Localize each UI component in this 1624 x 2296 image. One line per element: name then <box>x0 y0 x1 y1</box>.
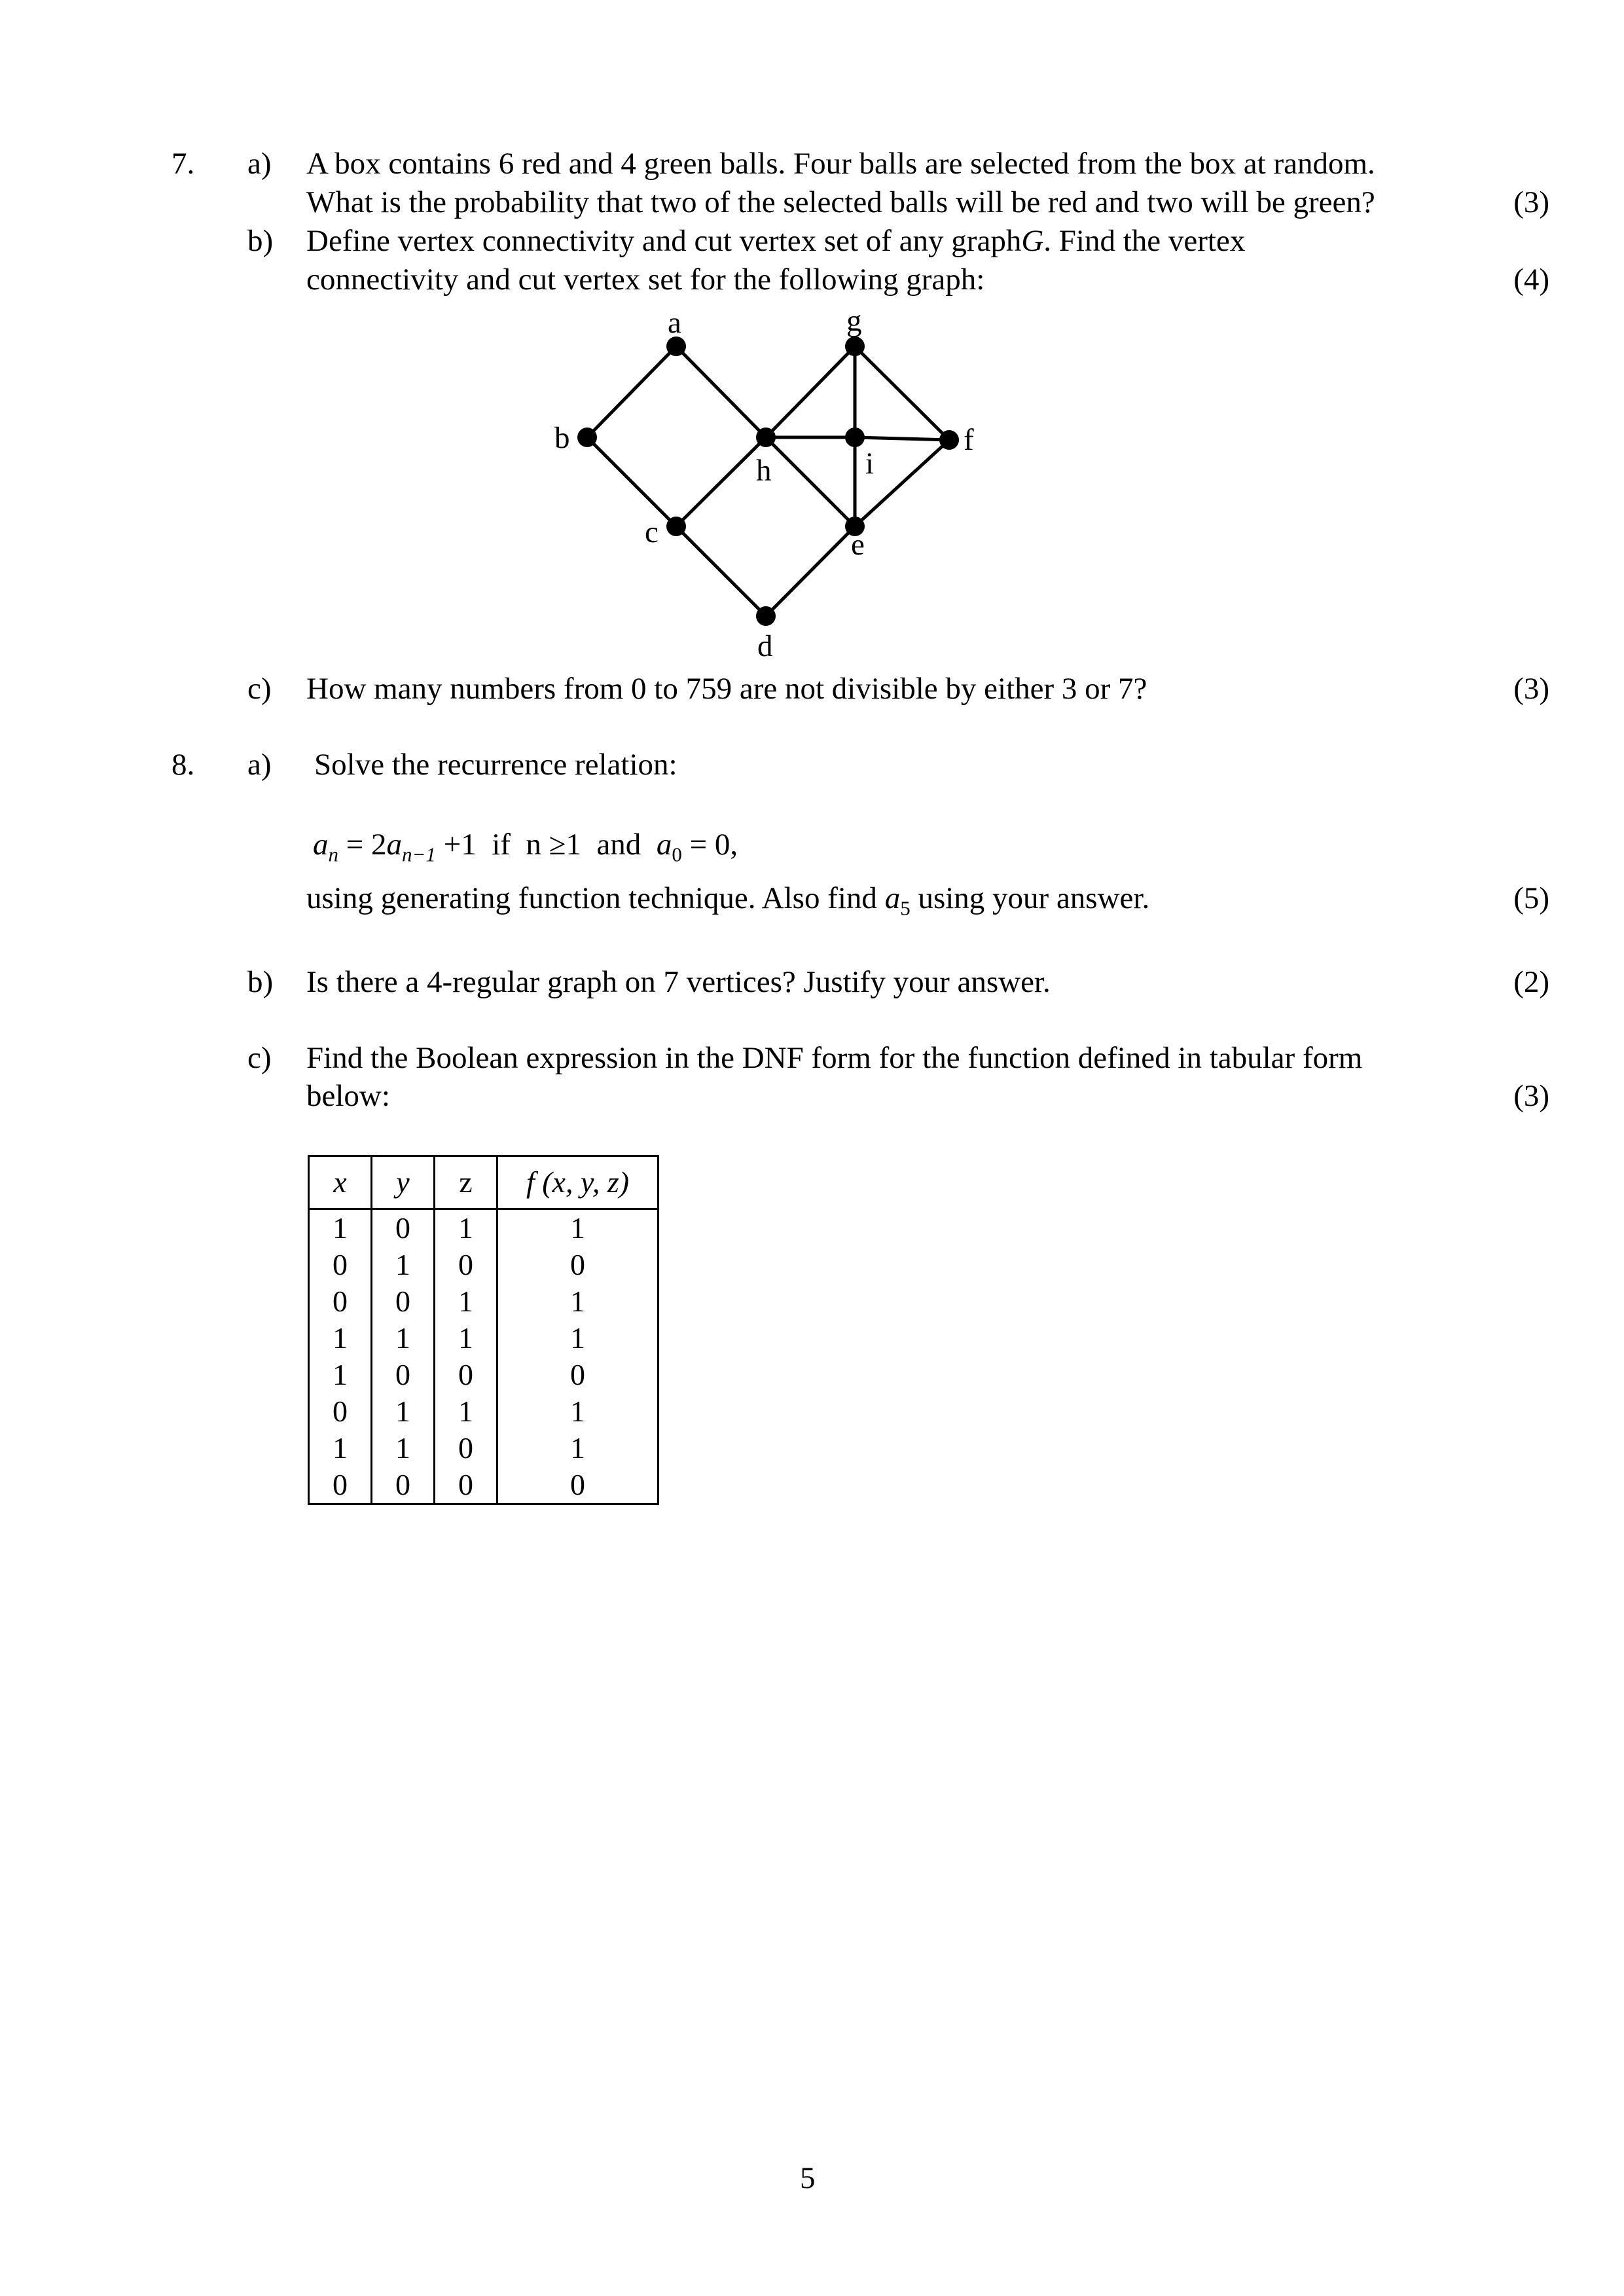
eq-tail: = 0, <box>681 828 738 862</box>
cell: 0 <box>435 1430 497 1467</box>
q7c-text: How many numbers from 0 to 759 are not divisible by either 3 or 7? <box>306 672 1147 706</box>
q8c-line2: below: <box>306 1079 390 1113</box>
edge-h-g <box>766 346 855 437</box>
cell: 1 <box>309 1320 372 1357</box>
q7b-marks: (4) <box>1513 263 1549 297</box>
vertex-label-e: e <box>851 528 865 562</box>
vertex-label-f: f <box>964 423 974 457</box>
vertex-b <box>577 428 597 447</box>
cell: 0 <box>497 1247 659 1283</box>
cell: 0 <box>372 1357 435 1393</box>
recurrence-equation <box>313 826 738 873</box>
q7-number: 7. <box>171 147 195 181</box>
eq-sub-zero: 0 <box>672 843 682 866</box>
eq-a-zero: a <box>656 828 672 862</box>
table-row <box>309 1283 659 1320</box>
cell: 1 <box>372 1393 435 1430</box>
table-row <box>309 1467 659 1504</box>
page-number: 5 <box>800 2161 816 2195</box>
cell: 1 <box>497 1283 659 1320</box>
q8a-label: a) <box>247 748 272 782</box>
header-z: z <box>435 1156 497 1209</box>
cell: 0 <box>435 1467 497 1504</box>
q7b-text-post: . Find the vertex <box>1043 224 1246 258</box>
vertex-f <box>939 430 959 450</box>
cell: 1 <box>372 1320 435 1357</box>
edge-b-c <box>587 437 676 526</box>
edge-d-e <box>766 526 855 616</box>
table-row <box>309 1247 659 1283</box>
vertex-c <box>666 517 686 536</box>
table-row <box>309 1430 659 1467</box>
eq-sub-prev: n−1 <box>402 843 436 866</box>
cell: 1 <box>309 1430 372 1467</box>
table-row <box>309 1357 659 1393</box>
header-x: x <box>309 1156 372 1209</box>
vertex-graph <box>524 301 1047 674</box>
cell: 0 <box>309 1467 372 1504</box>
q8a-line2 <box>306 880 1149 926</box>
cell: 0 <box>372 1283 435 1320</box>
edge-c-h <box>676 437 766 526</box>
table-row <box>309 1320 659 1357</box>
edge-i-f <box>855 437 949 440</box>
cell: 1 <box>309 1209 372 1247</box>
q7a-label: a) <box>247 147 272 181</box>
q8a-a5: a <box>884 881 901 915</box>
cell: 0 <box>435 1357 497 1393</box>
eq-sub-n: n <box>328 843 338 866</box>
q8-number: 8. <box>171 748 195 782</box>
truth-table-header <box>309 1156 659 1209</box>
vertex-d <box>756 606 776 626</box>
vertex-label-i: i <box>865 446 875 481</box>
vertex-i <box>845 428 865 447</box>
q8b-label: b) <box>247 965 274 999</box>
vertex-g <box>845 337 865 356</box>
header-y: y <box>372 1156 435 1209</box>
vertex-label-h: h <box>756 454 772 488</box>
q8a-line2-post: using your answer. <box>910 881 1150 915</box>
cell: 1 <box>435 1393 497 1430</box>
cell: 0 <box>309 1283 372 1320</box>
table-row <box>309 1209 659 1247</box>
edge-a-h <box>676 346 766 437</box>
cell: 1 <box>497 1209 659 1247</box>
q7b-text-line2: connectivity and cut vertex set for the following graph: <box>306 263 985 297</box>
cell: 1 <box>435 1283 497 1320</box>
cell: 1 <box>435 1209 497 1247</box>
q7a-text-line1: A box contains 6 red and 4 green balls. Four balls are selected from the box at random. <box>306 147 1375 181</box>
q7c-marks: (3) <box>1513 672 1549 706</box>
q7b-text-pre: Define vertex connectivity and cut vertex set of any graph <box>306 224 1022 258</box>
q8a-line2-pre: using generating function technique. Also find <box>306 881 885 915</box>
vertex-label-c: c <box>645 515 659 549</box>
cell: 0 <box>435 1247 497 1283</box>
cell: 1 <box>497 1320 659 1357</box>
cell: 0 <box>497 1467 659 1504</box>
q8b-text: Is there a 4-regular graph on 7 vertices? Justify your answer. <box>306 965 1051 999</box>
vertex-label-a: a <box>668 306 681 340</box>
eq-equals: = 2 <box>346 828 387 862</box>
q8a-marks: (5) <box>1513 881 1549 915</box>
vertex-label-g: g <box>846 304 862 338</box>
q8c-marks: (3) <box>1513 1079 1549 1113</box>
edge-h-e <box>766 437 855 526</box>
cell: 0 <box>309 1247 372 1283</box>
cell: 0 <box>309 1393 372 1430</box>
header-f: f (x, y, z) <box>497 1156 659 1209</box>
cell: 1 <box>309 1357 372 1393</box>
vertex-label-b: b <box>554 421 570 455</box>
q8c-line1: Find the Boolean expression in the DNF form for the function defined in tabular form <box>306 1041 1363 1075</box>
q7b-label: b) <box>247 224 274 258</box>
vertex-label-d: d <box>757 629 773 663</box>
eq-a-n: a <box>313 828 329 862</box>
cell: 1 <box>497 1393 659 1430</box>
q8c-label: c) <box>247 1041 272 1075</box>
cell: 1 <box>372 1247 435 1283</box>
cell: 1 <box>435 1320 497 1357</box>
eq-a-prev: a <box>386 828 403 862</box>
truth-table <box>308 1155 659 1505</box>
vertex-h <box>756 428 776 447</box>
q7a-marks: (3) <box>1513 185 1549 219</box>
cell: 0 <box>372 1209 435 1247</box>
q8b-marks: (2) <box>1513 965 1549 999</box>
cell: 1 <box>372 1430 435 1467</box>
edge-c-d <box>676 526 766 616</box>
edge-g-f <box>855 346 949 440</box>
q7a-text-line2: What is the probability that two of the selected balls will be red and two will be green? <box>306 185 1375 219</box>
cell: 1 <box>497 1430 659 1467</box>
q7c-label: c) <box>247 672 272 706</box>
graph-variable: G <box>1021 224 1044 258</box>
q8a-intro: Solve the recurrence relation: <box>314 748 677 782</box>
table-row <box>309 1393 659 1430</box>
q8a-sub5: 5 <box>900 896 911 920</box>
eq-condition: +1 if n ≥1 and <box>435 828 657 862</box>
q7b-text-line1 <box>306 223 1245 259</box>
cell: 0 <box>497 1357 659 1393</box>
edge-a-b <box>587 346 676 437</box>
cell: 0 <box>372 1467 435 1504</box>
